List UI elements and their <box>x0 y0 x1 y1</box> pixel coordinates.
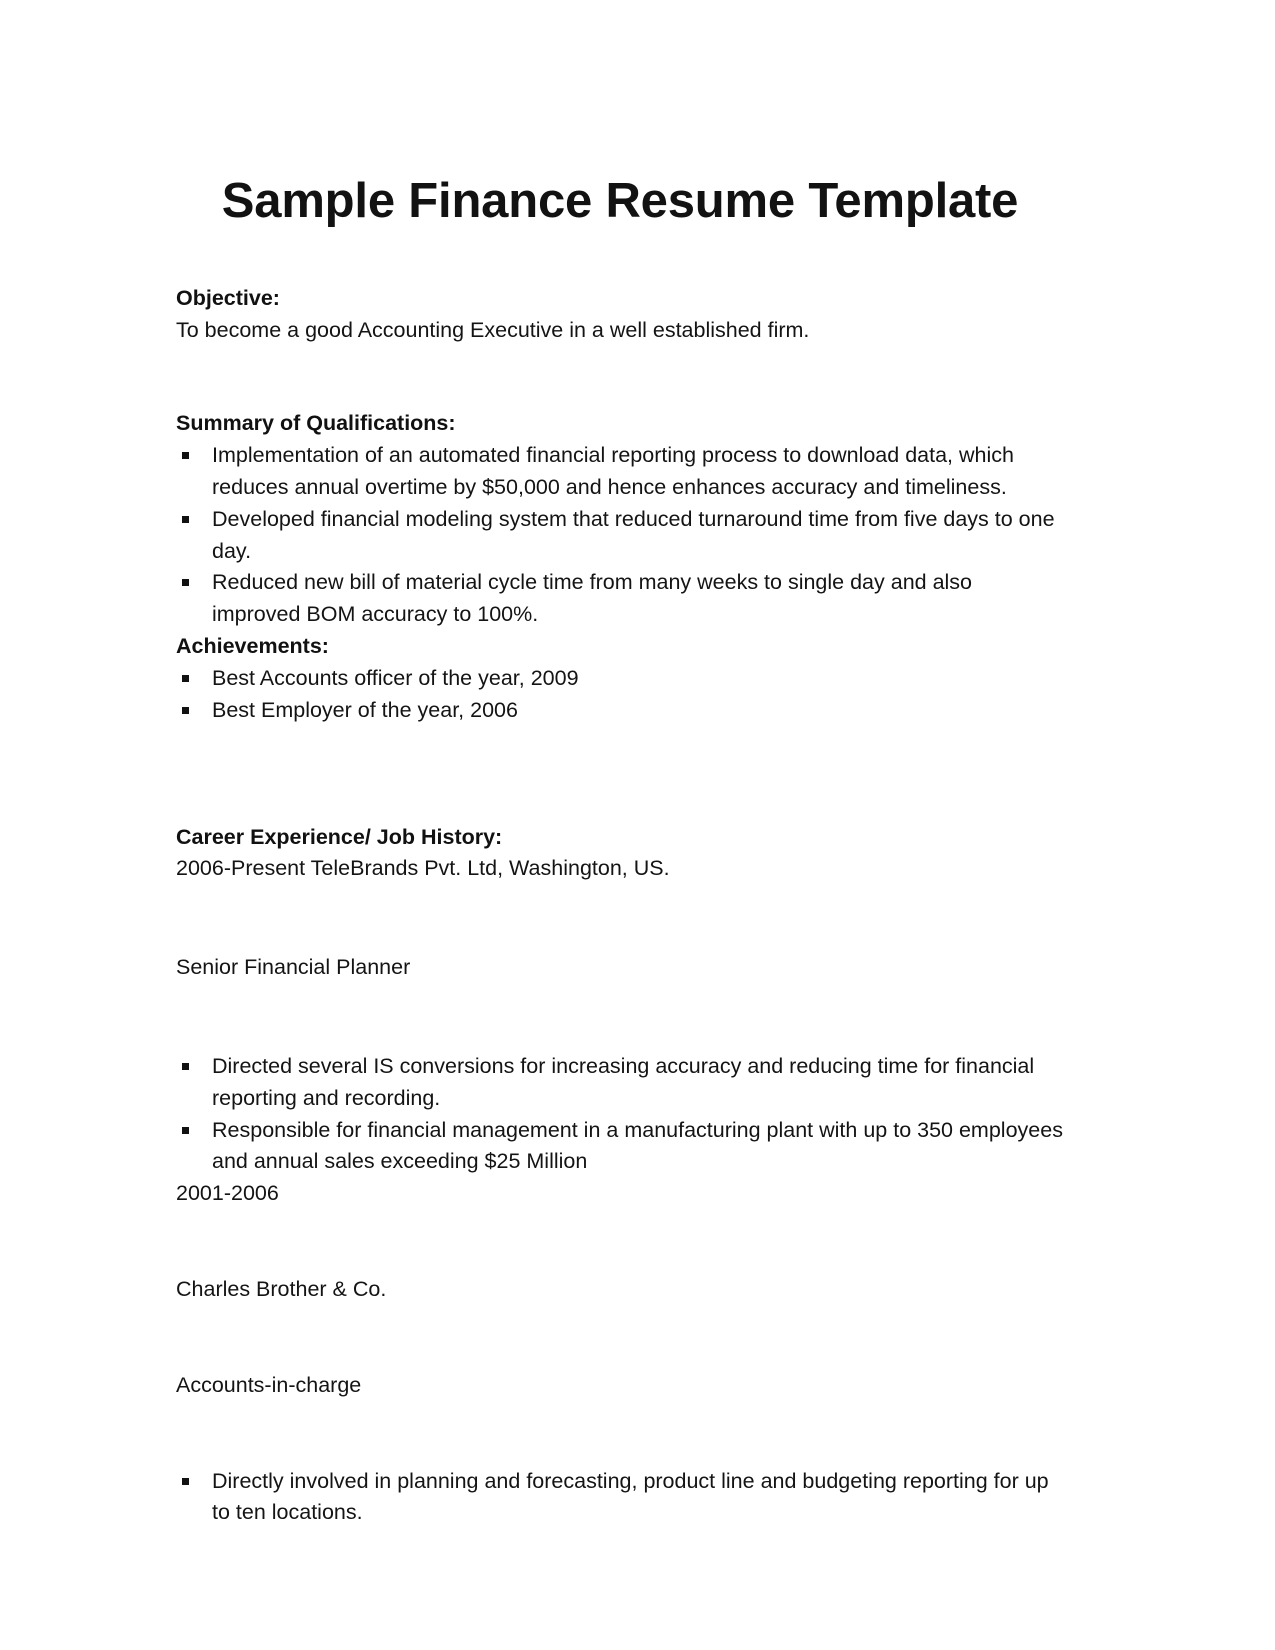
spacer <box>176 920 1064 952</box>
spacer <box>176 1434 1064 1466</box>
job2-bullet-list <box>176 1466 1064 1530</box>
spacer <box>176 1242 1064 1274</box>
square-bullet-icon <box>182 1127 189 1134</box>
document-content <box>176 0 1064 1529</box>
square-bullet-icon <box>182 675 189 682</box>
job1-bullet-list <box>176 1051 1064 1178</box>
section-heading-achievements: Achievements: <box>176 634 329 659</box>
square-bullet-icon <box>182 707 189 714</box>
job1-title: Senior Financial Planner <box>176 955 411 980</box>
list-item <box>176 1051 1064 1115</box>
section-heading-career-experience: Career Experience/ Job History: <box>176 824 503 849</box>
square-bullet-icon <box>182 579 189 586</box>
job2-dates: 2001-2006 <box>176 1181 279 1206</box>
list-item <box>176 695 1064 727</box>
list-item-text: Directed several IS conversions for increasing accuracy and reducing time for financial reporting and recording. <box>212 1053 1035 1110</box>
square-bullet-icon <box>182 516 189 523</box>
spacer <box>176 984 1064 1019</box>
job2-employer: Charles Brother & Co. <box>176 1277 387 1302</box>
spacer <box>176 1019 1064 1051</box>
section-heading-objective: Objective: <box>176 285 280 310</box>
list-item <box>176 504 1064 568</box>
job2-title: Accounts-in-charge <box>176 1372 362 1397</box>
section-heading-summary-of-qualifications: Summary of Qualifications: <box>176 411 456 436</box>
page-title: Sample Finance Resume Template <box>221 174 1019 228</box>
square-bullet-icon <box>182 1478 189 1485</box>
list-item <box>176 1466 1064 1530</box>
job1-dates-employer: 2006-Present TeleBrands Pvt. Ltd, Washington, US. <box>176 856 670 881</box>
summary-bullet-list <box>176 440 1064 631</box>
square-bullet-icon <box>182 452 189 459</box>
list-item-text: Developed financial modeling system that reduced turnaround time from five days to one day. <box>212 506 1055 563</box>
spacer <box>176 376 1064 408</box>
square-bullet-icon <box>182 1063 189 1070</box>
list-item <box>176 1115 1064 1179</box>
spacer <box>176 727 1064 822</box>
list-item <box>176 567 1064 631</box>
list-item <box>176 663 1064 695</box>
spacer <box>176 232 1064 283</box>
list-item-text: Reduced new bill of material cycle time from many weeks to single day and also improved BOM accuracy to 100%. <box>212 570 973 627</box>
spacer <box>176 885 1064 920</box>
list-item-text: Directly involved in planning and forecasting, product line and budgeting reporting for up to ten locations. <box>212 1468 1049 1525</box>
list-item-text: Implementation of an automated financial reporting process to download data, which reduces annual overtime by $50,000 and hence enhances accuracy and timeliness. <box>212 443 1014 500</box>
list-item <box>176 440 1064 504</box>
spacer <box>176 1402 1064 1434</box>
achievements-bullet-list <box>176 663 1064 727</box>
spacer <box>176 1306 1064 1338</box>
spacer <box>176 1338 1064 1370</box>
list-item-text: Best Accounts officer of the year, 2009 <box>212 665 579 690</box>
list-item-text: Responsible for financial management in a manufacturing plant with up to 350 employees and annual sales exceeding $25 Million <box>212 1117 1063 1174</box>
objective-text: To become a good Accounting Executive in a well established firm. <box>176 317 810 342</box>
spacer <box>176 1210 1064 1242</box>
list-item-text: Best Employer of the year, 2006 <box>212 697 518 722</box>
spacer <box>176 346 1064 376</box>
